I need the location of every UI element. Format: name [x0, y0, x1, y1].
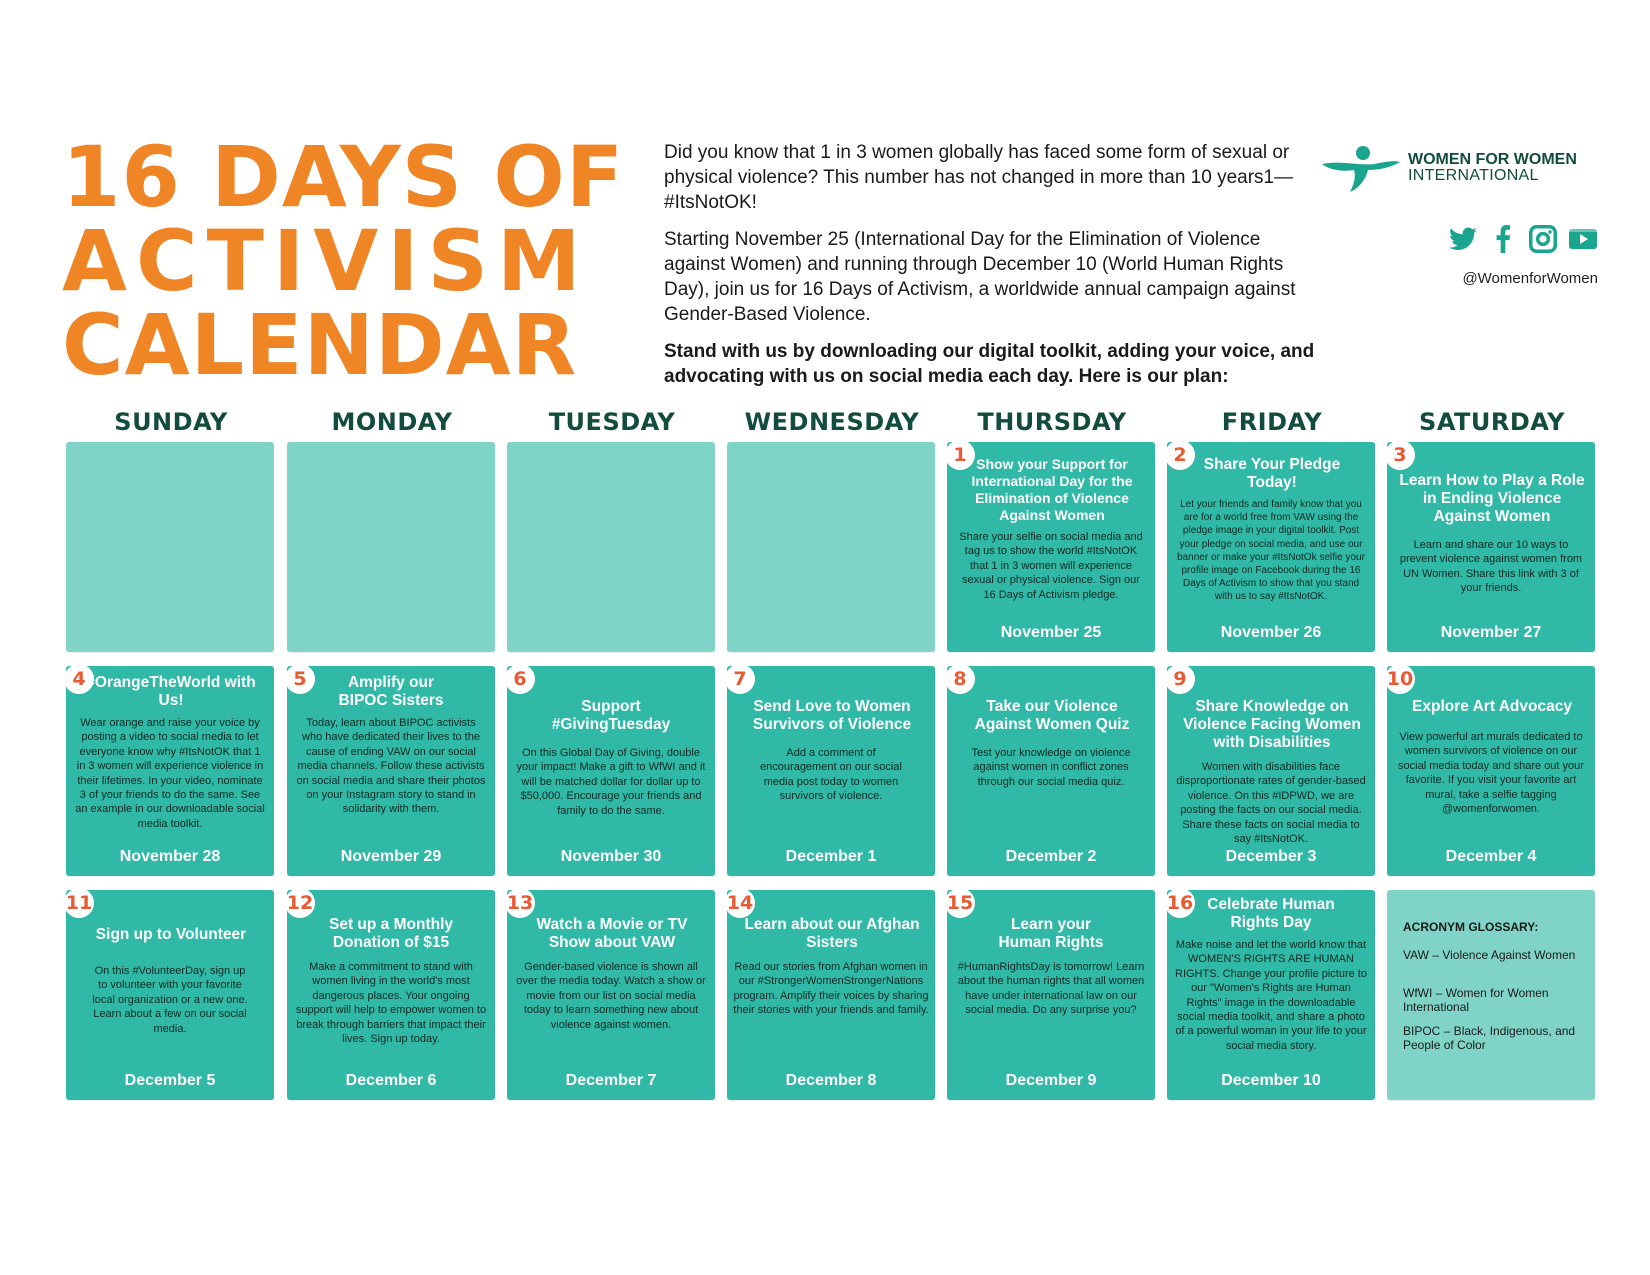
day-date: December 6 [345, 1072, 437, 1089]
day-date: December 1 [785, 848, 877, 865]
day-body: Share your selfie on social media and tag us to show the world #ItsNotOK that 1 in 3 women will experience sexual or physical violence. Sign our 16 Days of Activism pledge. [959, 531, 1143, 601]
weekday-saturday: SATURDAY [1419, 408, 1565, 436]
facebook-icon[interactable] [1488, 224, 1518, 254]
acronym-glossary [1387, 890, 1595, 1100]
calendar-day-11[interactable] [66, 890, 274, 1100]
calendar-empty-cell [507, 442, 715, 652]
calendar-day-4[interactable] [66, 666, 274, 876]
day-body: Today, learn about BIPOC activists who have dedicated their lives to the cause of ending VAW on our social media channels. Follow these activists on social media and share their photos on your Instagram story to stand in solidarity with them. [296, 717, 486, 816]
day-date: December 10 [1221, 1072, 1321, 1089]
day-number: 16 [1167, 890, 1195, 918]
day-title: Explore Art Advocacy [1412, 698, 1572, 715]
calendar-day-7[interactable] [727, 666, 935, 876]
day-number: 3 [1387, 442, 1415, 470]
day-title: Learn How to Play a Role in Ending Violence Against Women [1399, 472, 1585, 525]
organization-logo[interactable] [1320, 144, 1620, 194]
weekday-sunday: SUNDAY [114, 408, 228, 436]
day-body: Gender-based violence is shown all over the media today. Watch a show or movie from our list on social media today to learn something new about violence against women. [516, 961, 706, 1031]
day-number: 11 [66, 890, 94, 918]
day-date: December 8 [785, 1072, 877, 1089]
calendar-day-12[interactable] [287, 890, 495, 1100]
calendar-day-1[interactable] [947, 442, 1155, 652]
day-body: Read our stories from Afghan women in our #StrongerWomenStrongerNations program. Amplify their voices by sharing their stories with your friends and family. [733, 961, 929, 1017]
calendar-day-2[interactable] [1167, 442, 1375, 652]
calendar-empty-cell [727, 442, 935, 652]
day-number: 12 [287, 890, 315, 918]
calendar-empty-cell [66, 442, 274, 652]
intro-paragraph-1: Did you know that 1 in 3 women globally has faced some form of sexual or physical violence? This number has not changed in more than 10 years1—#ItsNotOK! [664, 142, 1294, 213]
day-title: Learn about our Afghan Sisters [744, 916, 920, 951]
day-date: December 9 [1005, 1072, 1097, 1089]
intro-text [664, 140, 1324, 401]
calendar-day-3[interactable] [1387, 442, 1595, 652]
calendar-day-9[interactable] [1167, 666, 1375, 876]
day-body: On this #VolunteerDay, sign up to volunteer with your favorite local organization or a new one. Learn about a few on our social media. [92, 965, 248, 1035]
day-body: On this Global Day of Giving, double your impact! Make a gift to WfWI and it will be matched dollar for dollar up to $50,000. Encourage your friends and family to do the same. [516, 747, 706, 817]
day-number: 1 [947, 442, 975, 470]
social-icons [1438, 224, 1598, 256]
calendar-day-10[interactable] [1387, 666, 1595, 876]
weekday-wednesday: WEDNESDAY [744, 408, 920, 436]
day-date: December 2 [1005, 848, 1097, 865]
logo-text [1408, 152, 1577, 184]
weekday-tuesday: TUESDAY [548, 408, 676, 436]
day-title: Amplify our BIPOC Sisters [338, 674, 444, 709]
logo-mark-icon [1320, 144, 1402, 194]
day-number: 2 [1167, 442, 1195, 470]
day-date: December 4 [1445, 848, 1537, 865]
day-body: #HumanRightsDay is tomorrow! Learn about the human rights that all women have under international law on our social media. Do any surprise you? [957, 961, 1145, 1017]
intro-paragraph-2: Starting November 25 (International Day for the Elimination of Violence against Women) and running through December 10 (World Human Rights Day), join us for 16 Days of Activism, a worldwide annual campaign against Gender-Based Violence. [664, 229, 1296, 325]
day-body: Make a commitment to stand with women living in the world's most dangerous places. Your ongoing support will help to empower women to break through barriers that impact their lives. Sign up today. [295, 961, 487, 1046]
day-number: 9 [1167, 666, 1195, 694]
day-title: #OrangeTheWorld with Us! [86, 674, 256, 709]
calendar-day-15[interactable] [947, 890, 1155, 1100]
logo-line-2: INTERNATIONAL [1408, 167, 1539, 184]
day-title: Set up a Monthly Donation of $15 [329, 916, 453, 951]
day-body: Make noise and let the world know that WOMEN'S RIGHTS ARE HUMAN RIGHTS. Change your profile picture to our "Women's Rights are Human Rights" image in the downloadable social media toolkit, and share a photo of a powerful woman in your life to your social media story. [1175, 939, 1367, 1052]
day-title: Show your Support for International Day for the Elimination of Violence Against Women [971, 456, 1133, 523]
weekday-friday: FRIDAY [1221, 408, 1323, 436]
calendar-empty-cell [287, 442, 495, 652]
day-title: Take our Violence Against Women Quiz [974, 698, 1130, 733]
page-title [62, 128, 625, 394]
glossary-entry: VAW – Violence Against Women [1403, 948, 1576, 962]
day-date: November 28 [119, 848, 221, 865]
calendar-day-5[interactable] [287, 666, 495, 876]
intro-call-to-action: Stand with us by downloading our digital toolkit, adding your voice, and advocating with us on social media each day. Here is our plan: [664, 341, 1315, 387]
calendar-day-13[interactable] [507, 890, 715, 1100]
title-line-1: 16 DAYS OF [62, 128, 625, 226]
day-number: 4 [66, 666, 94, 694]
glossary-entry: WfWI – Women for Women International [1403, 986, 1549, 1014]
day-date: December 5 [124, 1072, 216, 1089]
day-date: December 3 [1225, 848, 1317, 865]
day-body: View powerful art murals dedicated to women survivors of violence on our social media today and share out your favorite. If you visit your favorite art mural, take a selfie tagging @womenforwomen. [1398, 731, 1584, 816]
instagram-icon[interactable] [1528, 224, 1558, 254]
day-title: Support #GivingTuesday [551, 698, 671, 733]
calendar-day-8[interactable] [947, 666, 1155, 876]
calendar-day-16[interactable] [1167, 890, 1375, 1100]
day-title: Sign up to Volunteer [95, 926, 247, 943]
glossary-entry: BIPOC – Black, Indigenous, and People of Color [1403, 1024, 1576, 1052]
day-date: November 25 [1000, 624, 1102, 641]
day-number: 7 [727, 666, 755, 694]
day-title: Share Knowledge on Violence Facing Women with Disabilities [1183, 698, 1361, 751]
day-body: Add a comment of encouragement on our social media post today to women survivors of violence. [760, 747, 902, 803]
day-number: 8 [947, 666, 975, 694]
weekday-monday: MONDAY [331, 408, 453, 436]
calendar-day-14[interactable] [727, 890, 935, 1100]
title-line-2: ACTIVISM [62, 212, 590, 310]
day-number: 5 [287, 666, 315, 694]
day-number: 14 [727, 890, 755, 918]
day-number: 10 [1387, 666, 1415, 694]
day-body: Learn and share our 10 ways to prevent violence against women from UN Women. Share this link with 3 of your friends. [1399, 539, 1583, 595]
day-body: Test your knowledge on violence against women in conflict zones through our social media quiz. [971, 747, 1131, 788]
title-line-3: CALENDAR [62, 296, 578, 394]
day-title: Watch a Movie or TV Show about VAW [536, 916, 688, 951]
day-date: November 29 [340, 848, 442, 865]
logo-line-1: WOMEN FOR WOMEN [1408, 151, 1577, 168]
glossary-title: ACRONYM GLOSSARY: [1403, 920, 1539, 934]
day-title: Learn your Human Rights [998, 916, 1104, 951]
day-number: 15 [947, 890, 975, 918]
day-number: 6 [507, 666, 535, 694]
day-title: Share Your Pledge Today! [1203, 456, 1341, 491]
day-date: November 27 [1440, 624, 1542, 641]
day-date: November 26 [1220, 624, 1322, 641]
day-number: 13 [507, 890, 535, 918]
day-title: Send Love to Women Survivors of Violence [752, 698, 912, 733]
day-body: Let your friends and family know that you are for a world free from VAW using the pledge image in your digital toolkit. Post your pledge on social media, and use our banner or make your #ItsNotOk selfie your profile image on Facebook during the 16 Days of Activism to show that you stand with us to say #ItsNotOK. [1177, 499, 1365, 603]
day-date: December 7 [565, 1072, 657, 1089]
day-title: Celebrate Human Rights Day [1207, 896, 1335, 931]
day-body: Women with disabilities face disproportionate rates of gender-based violence. On this #IDPWD, we are posting the facts on our social media. Share these facts on social media to say #ItsNotOK. [1176, 761, 1366, 846]
twitter-icon[interactable] [1448, 224, 1478, 254]
weekday-thursday: THURSDAY [977, 408, 1127, 436]
day-date: November 30 [560, 848, 662, 865]
day-body: Wear orange and raise your voice by posting a video to social media to let everyone know why #ItsNotOK that 1 in 3 women will experience violence in their lifetimes. In your video, nominate 3 of your friends to do the same. See an example in our downloadable social media toolkit. [75, 717, 265, 830]
calendar-day-6[interactable] [507, 666, 715, 876]
youtube-icon[interactable] [1568, 224, 1598, 254]
social-handle[interactable]: @WomenforWomen [1462, 270, 1598, 287]
